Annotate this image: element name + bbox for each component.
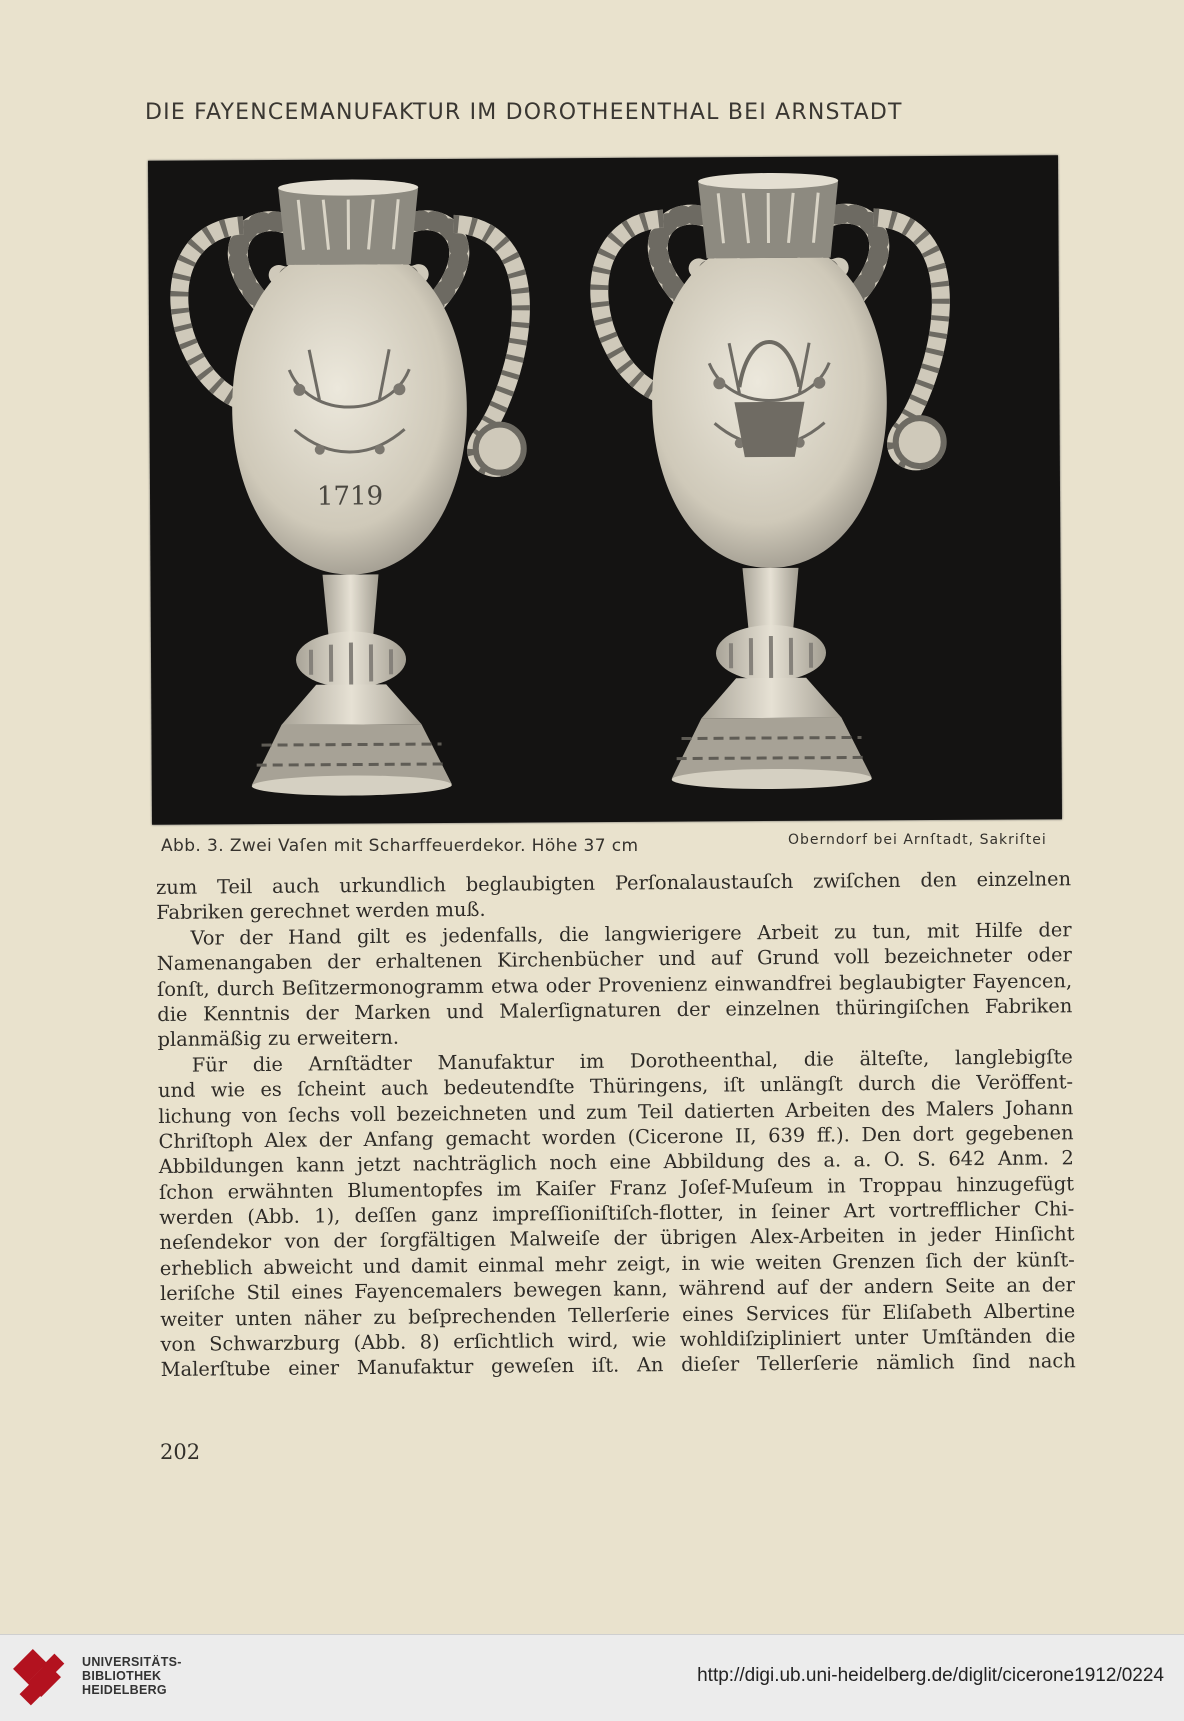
figure-caption: Abb. 3. Zwei Vaſen mit Scharffeuerdekor. Höhe 37 cm [161, 836, 639, 856]
text-line: Vor der Hand gilt es jedenfalls, die langwierigere Arbeit zu tun, mit Hilfe der [190, 917, 1072, 950]
library-name-line: UNIVERSITÄTS- [82, 1655, 182, 1669]
text-line: Chriſtoph Alex der Anfang gemacht worden (Cicerone II, 639 ff.). Den dort gegebenen [158, 1121, 1074, 1153]
library-name [82, 1655, 182, 1697]
vase-photograph [148, 155, 1062, 825]
text-line: die Kenntnis der Marken und Malerſignaturen der einzelnen thüringiſchen Fabriken [157, 994, 1073, 1026]
text-line: zum Teil auch urkundlich beglaubigten Perſonalaustauſch zwiſchen den einzelnen [156, 867, 1072, 899]
text-line: lichung von ſechs voll bezeichneten und zum Teil datierten Arbeiten des Malers Johann [158, 1095, 1074, 1128]
text-line: werden (Abb. 1), deſſen ganz impreſſioniſtiſch-flotter, in ſeiner Art vortrefflicher Chi- [159, 1197, 1075, 1230]
text-line: erheblich abweicht und damit einmal mehr zeigt, in wie weiten Grenzen ſich der künſt- [159, 1248, 1075, 1280]
page-number: 202 [160, 1440, 201, 1464]
permalink-url[interactable]: http://digi.ub.uni-heidelberg.de/diglit/cicerone1912/0224 [697, 1665, 1164, 1686]
text-line: planmäßig zu erweitern. [157, 1026, 400, 1052]
text-line: Malerſtube einer Manufaktur geweſen iſt. An dieſer Tellerſerie nämlich ſind nach [160, 1349, 1076, 1382]
two-vases-illustration [148, 155, 1062, 825]
text-line: Fabriken gerechnet werden muß. [156, 898, 486, 925]
university-library-logo-icon [12, 1648, 72, 1708]
text-line: Namenangaben der erhaltenen Kirchenbücher und auf Grund voll bezeichneter oder [156, 943, 1072, 976]
text-line: weiter unten näher zu beſprechenden Tellerſerie eines Services für Eliſabeth Albertine [160, 1298, 1076, 1331]
text-line: ſchon erwähnten Blumentopfes im Kaiſer Franz Joſef-Muſeum in Troppau hinzugefügt [158, 1171, 1075, 1204]
text-line: von Schwarzburg (Abb. 8) erſichtlich wird, wie wohldiſzipliniert unter Umſtänden die [160, 1324, 1076, 1357]
text-line: leriſche Stil eines Fayencemalers bewegen kann, während auf der andern Seite an der [159, 1273, 1076, 1306]
text-line: Abbildungen kann jetzt nachträglich noch eine Abbildung des a. a. O. S. 642 Anm. 2 [158, 1146, 1074, 1179]
text-line: und wie es ſcheint auch bedeutendſte Thüringens, iſt unlängſt durch die Veröffent- [157, 1070, 1074, 1103]
text-line: Für die Arnſtädter Manufaktur im Dorotheenthal, die älteſte, langlebigſte [191, 1044, 1073, 1077]
library-name-line: HEIDELBERG [82, 1683, 167, 1697]
text-line: ſonſt, durch Beſitzermonogramm etwa oder Provenienz einwandfrei beglaubigter Fayencen, [156, 968, 1073, 1001]
figure-credit: Oberndorf bei Arnſtadt, Sakriſtei [788, 832, 1047, 848]
running-title: DIE FAYENCEMANUFAKTUR IM DOROTHEENTHAL BEI ARNSTADT [145, 100, 903, 125]
body-text [156, 866, 1076, 1383]
digitization-footer [0, 1634, 1184, 1721]
vase-date-inscription: 1719 [316, 481, 384, 512]
text-line: neſendekor von der ſorgfältigen Malweiſe der übrigen Alex-Arbeiten in jeder Hinſicht [159, 1222, 1075, 1255]
library-name-line: BIBLIOTHEK [82, 1669, 162, 1683]
